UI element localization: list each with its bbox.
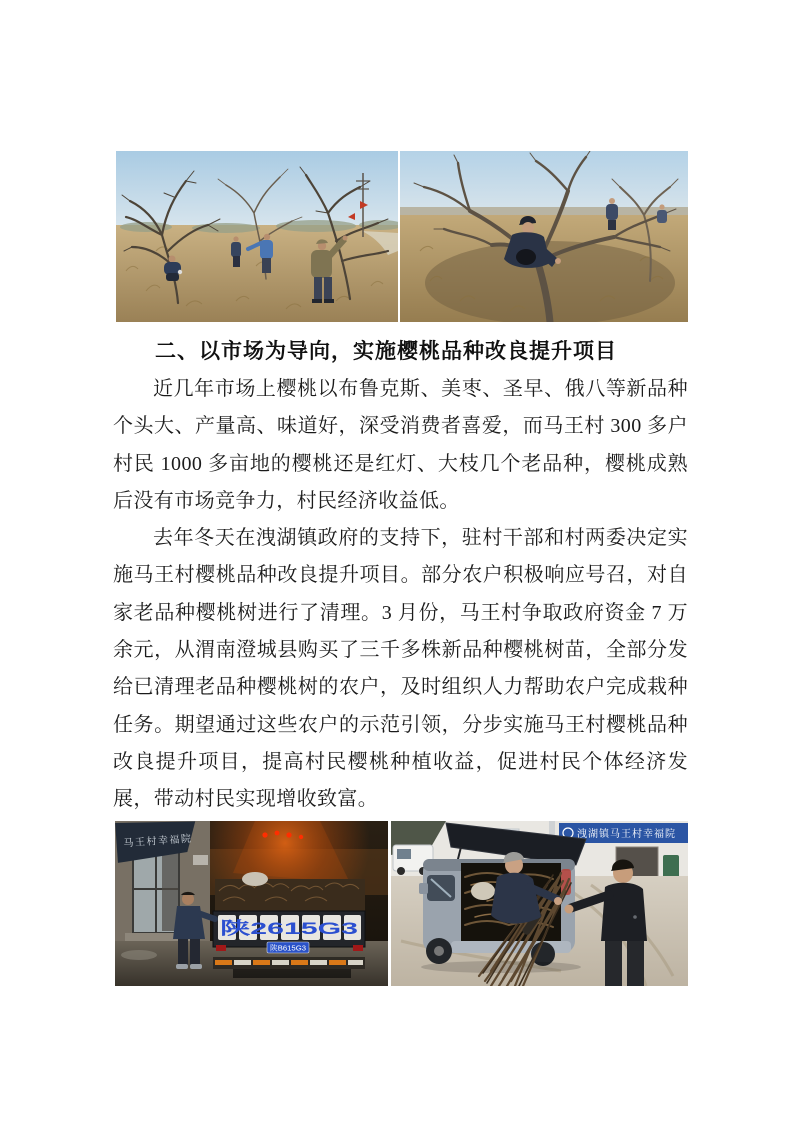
clinic-sign-text: 洩湖镇马王村幸福院 — [577, 829, 676, 840]
photo-orchard-pruning-closeup — [400, 151, 688, 322]
photo-sapling-truck-night — [115, 821, 388, 986]
building-sign-text: 马王村幸福院 — [123, 833, 193, 850]
photo-orchard-pruning-wide — [116, 151, 398, 322]
paragraph-2: 去年冬天在洩湖镇政府的支持下，驻村干部和村两委决定实施马王村樱桃品种改良提升项目。部分农户积极响应号召，对自家老品种樱桃树进行了清理。3 月份，马王村争取政府资金 7 万余元，从渭南澄城县购买了三千多株新品种樱桃树苗，全部分发给已清理老品种樱桃树的农户，及时组织人力帮助农户完成栽种任务。期望通过这些农户的示范引领，分步实施马王村樱桃品种改良提升项目，提高村民樱桃种植收益，促进村民个体经济发展，带动村民实现增收致富。 — [113, 527, 688, 811]
ground — [116, 225, 398, 322]
top-photo-row — [116, 151, 688, 322]
reflective-stripes — [213, 957, 365, 969]
body-text — [113, 371, 688, 819]
section-heading: 二、以市场为导向，实施樱桃品种改良提升项目 — [155, 340, 617, 363]
tailgate-number-text: 陕2615G3 — [220, 919, 298, 938]
sky — [400, 151, 688, 215]
bottom-photo-row — [115, 821, 688, 986]
truck — [213, 872, 365, 978]
license-plate-text: 陕B615G3 — [270, 943, 306, 953]
photo-sapling-van-loading — [391, 821, 688, 986]
puddle — [121, 950, 157, 960]
green-bin — [663, 855, 679, 879]
paragraph-1: 近几年市场上樱桃以布鲁克斯、美枣、圣早、俄八等新品种个头大、产量高、味道好，深受消费者喜爱，而马王村 300 多户村民 1000 多亩地的樱桃还是红灯、大枝几个老品种，樱桃成熟后没有市场竞争力，村民经济收益低。 — [113, 378, 688, 512]
